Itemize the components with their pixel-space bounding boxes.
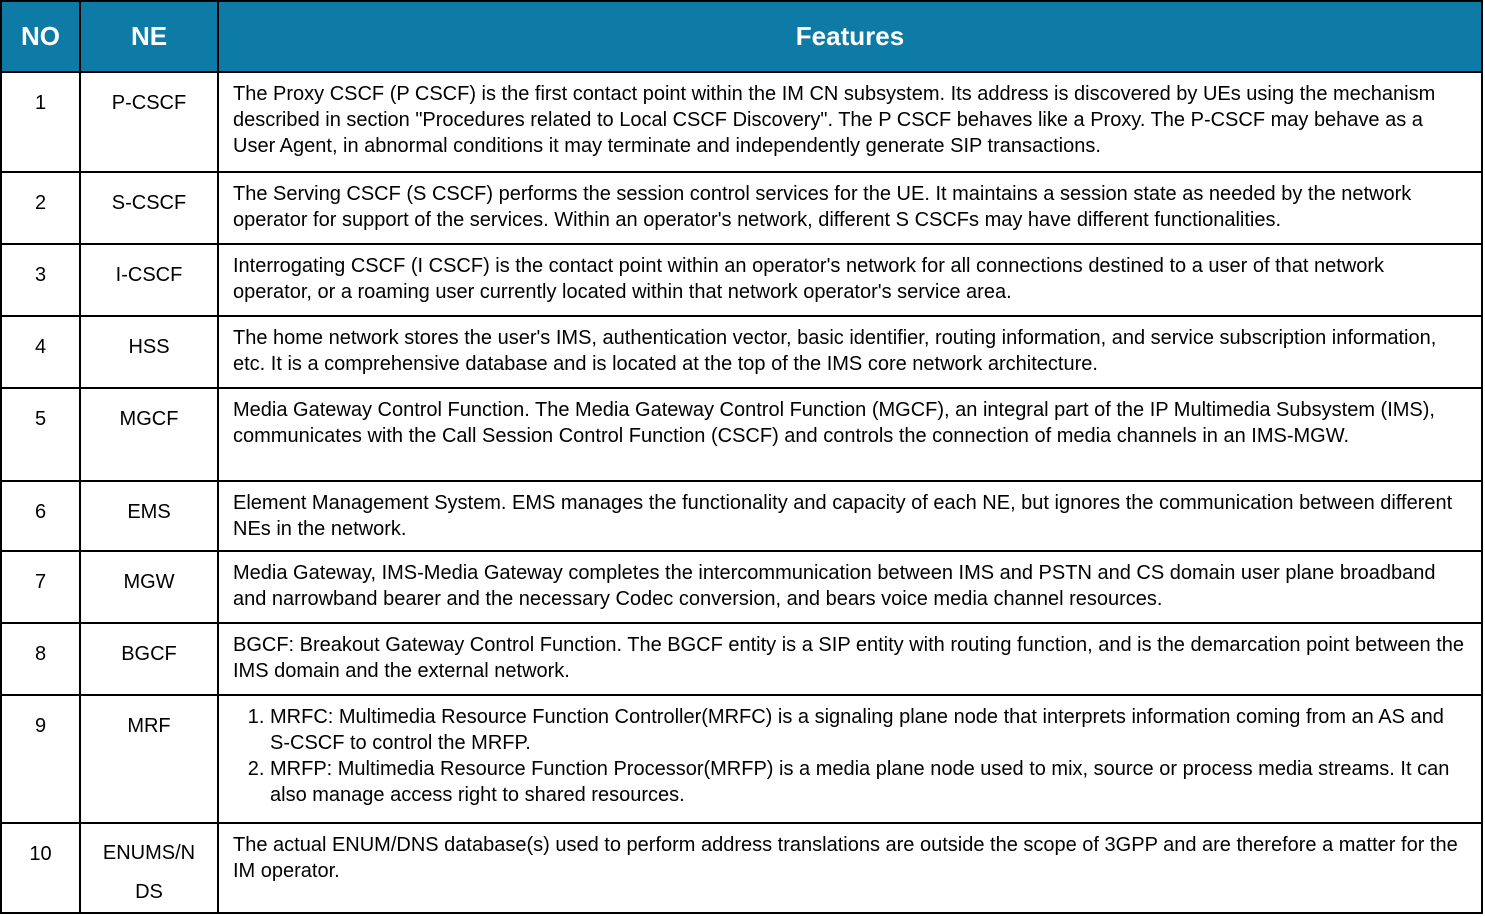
table-row — [1, 823, 1482, 913]
row-no-cell — [1, 172, 80, 244]
row-no: 6 — [34, 501, 47, 523]
row-ne: S-CSCF — [111, 192, 187, 214]
table-row — [1, 244, 1482, 316]
row-no: 5 — [34, 408, 47, 430]
row-ne: P-CSCF — [111, 92, 187, 114]
row-no-cell — [1, 623, 80, 695]
row-features: Interrogating CSCF (I CSCF) is the contact point within an operator's network for all connections destined to a user of that network operator, or a roaming user currently located within that network operator's service area. — [218, 244, 1482, 316]
header-ne: NE — [80, 1, 218, 72]
row-ne-cell — [80, 551, 218, 623]
table-row — [1, 695, 1482, 823]
row-no-cell — [1, 388, 80, 481]
table-row — [1, 551, 1482, 623]
row-no-cell — [1, 823, 80, 913]
row-ne-cell — [80, 316, 218, 388]
row-no-cell — [1, 316, 80, 388]
row-ne: MGW — [123, 571, 175, 593]
row-features: Media Gateway, IMS-Media Gateway completes the intercommunication between IMS and PSTN and CS domain user plane broadband and narrowband bearer and the necessary Codec conversion, and bears voice media channel resources. — [218, 551, 1482, 623]
list-item: 1. MRFC: Multimedia Resource Function Controller(MRFC) is a signaling plane node that interprets information coming from an AS and S-CSCF to control the MRFP. — [270, 704, 1467, 756]
row-features — [218, 695, 1482, 823]
row-features: The Serving CSCF (S CSCF) performs the session control services for the UE. It maintains a session state as needed by the network operator for support of the services. Within an operator's network, different S CSCFs may have different functionalities. — [218, 172, 1482, 244]
row-features: The actual ENUM/DNS database(s) used to perform address translations are outside the scope of 3GPP and are therefore a matter for the IM operator. — [218, 823, 1482, 913]
row-ne: HSS — [128, 336, 170, 358]
row-no: 1 — [34, 92, 47, 114]
row-ne-cell — [80, 481, 218, 551]
row-ne: MRF — [127, 715, 171, 737]
row-no: 8 — [34, 643, 47, 665]
row-no: 7 — [34, 571, 47, 593]
row-no-cell — [1, 695, 80, 823]
table-row — [1, 623, 1482, 695]
row-features: The home network stores the user's IMS, authentication vector, basic identifier, routing information, and service subscription information, etc. It is a comprehensive database and is located at the top of the IMS core network architecture. — [218, 316, 1482, 388]
row-features: The Proxy CSCF (P CSCF) is the first contact point within the IM CN subsystem. Its address is discovered by UEs using the mechanism described in section "Procedures related to Local CSCF Discovery". The P CSCF behaves like a Proxy. The P-CSCF may behave as a User Agent, in abnormal conditions it may terminate and independently generate SIP transactions. — [218, 72, 1482, 172]
row-ne-cell — [80, 823, 218, 913]
row-features: BGCF: Breakout Gateway Control Function. The BGCF entity is a SIP entity with routing function, and is the demarcation point between the IMS domain and the external network. — [218, 623, 1482, 695]
row-no: 2 — [34, 192, 47, 214]
row-ne-cell — [80, 72, 218, 172]
header-features: Features — [218, 1, 1482, 72]
feature-list — [233, 704, 1467, 808]
row-ne: MGCF — [119, 408, 179, 430]
row-ne: I-CSCF — [115, 264, 183, 286]
row-ne-cell — [80, 172, 218, 244]
row-no: 9 — [34, 715, 47, 737]
row-no: 10 — [29, 843, 52, 865]
row-no-cell — [1, 72, 80, 172]
row-ne-cell — [80, 388, 218, 481]
list-item: 2. MRFP: Multimedia Resource Function Processor(MRFP) is a media plane node used to mix, source or process media streams. It can also manage access right to shared resources. — [270, 756, 1467, 808]
row-features: Media Gateway Control Function. The Media Gateway Control Function (MGCF), an integral part of the IP Multimedia Subsystem (IMS), communicates with the Call Session Control Function (CSCF) and controls the connection of media channels in an IMS-MGW. — [218, 388, 1482, 481]
row-ne: ENUMS/NDS — [102, 842, 196, 903]
row-no-cell — [1, 551, 80, 623]
row-ne-cell — [80, 244, 218, 316]
row-ne: EMS — [127, 501, 171, 523]
table-row — [1, 388, 1482, 481]
row-no: 3 — [34, 264, 47, 286]
table-row — [1, 316, 1482, 388]
header-no: NO — [1, 1, 80, 72]
row-no-cell — [1, 244, 80, 316]
header-row — [1, 1, 1482, 72]
row-no: 4 — [34, 336, 47, 358]
table-row — [1, 481, 1482, 551]
table-row — [1, 172, 1482, 244]
row-ne: BGCF — [121, 643, 177, 665]
row-features: Element Management System. EMS manages the functionality and capacity of each NE, but ignores the communication between different NEs in the network. — [218, 481, 1482, 551]
row-ne-cell — [80, 623, 218, 695]
row-ne-cell — [80, 695, 218, 823]
table-row — [1, 72, 1482, 172]
row-no-cell — [1, 481, 80, 551]
